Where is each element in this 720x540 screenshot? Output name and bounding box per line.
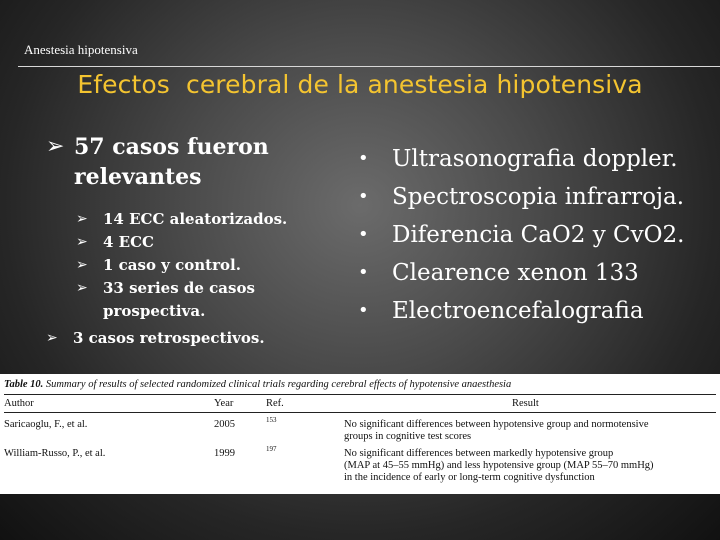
right-bullet-list [358,140,708,330]
table-cell-result-line: (MAP at 45–55 mmHg) and less hypotensive group (MAP 55–70 mmHg) [344,460,654,471]
arrow-bullet-icon: ➢ [76,280,88,296]
arrow-bullet-icon: ➢ [46,330,58,346]
right-bullet-item [358,140,708,178]
table-cell-ref: 153 [266,416,277,424]
sub-bullet-item [76,208,346,231]
table-cell-ref: 197 [266,445,277,453]
table-cell-result-line: No significant differences between hypotensive group and normotensive [344,419,649,430]
slide-title: Efectos cerebral de la anestesia hipotensiva [77,70,643,99]
right-bullet-text: Spectroscopia infrarroja. [392,184,685,210]
main-bullet-text: 57 casos fueron relevantes [74,134,269,190]
table-caption-text: Summary of results of selected randomized clinical trials regarding cerebral effects of hypotensive anaesthesia [45,379,512,390]
dot-bullet-icon: • [358,224,369,245]
right-bullet-text: Electroencefalografia [392,298,644,324]
header-label: Anestesia hipotensiva [24,42,138,57]
arrow-bullet-icon: ➢ [76,211,88,227]
sub-bullet-list [76,208,346,323]
results-table-image [0,374,720,494]
arrow-bullet-icon: ➢ [76,234,88,250]
sub-bullet-item [46,327,346,350]
table-caption [4,379,511,390]
table-cell-result-line: in the incidence of early or long-term cognitive dysfunction [344,472,595,483]
dot-bullet-icon: • [358,186,369,207]
header-divider [18,66,720,67]
table-header-ref: Ref. [266,398,284,409]
sub-bullet-item [76,254,346,277]
right-bullet-text: Ultrasonografia doppler. [392,146,678,172]
table-cell-author: Saricaoglu, F., et al. [4,419,88,430]
dot-bullet-icon: • [358,262,369,283]
right-bullet-item [358,254,708,292]
right-bullet-item [358,216,708,254]
dot-bullet-icon: • [358,148,369,169]
sub-bullet-text: 4 ECC [103,233,154,251]
sub-bullet-item [76,277,346,323]
arrow-bullet-icon: ➢ [76,257,88,273]
sub-bullet-text: 3 casos retrospectivos. [73,329,265,347]
table-header-rule [4,412,716,413]
table-caption-label: Table 10. [4,379,44,390]
dot-bullet-icon: • [358,300,369,321]
table-header-author: Author [4,398,34,409]
table-header-result: Result [512,398,539,409]
table-header-year: Year [214,398,234,409]
table-cell-author: William-Russo, P., et al. [4,448,106,459]
sub-bullet-item [76,231,346,254]
main-bullet [46,132,346,192]
left-bullet-list [46,132,346,350]
right-bullet-item [358,292,708,330]
table-cell-year: 1999 [214,448,235,459]
arrow-bullet-icon: ➢ [46,134,65,159]
right-bullet-text: Clearence xenon 133 [392,260,639,286]
table-cell-result-line: No significant differences between markedly hypotensive group [344,448,614,459]
sub-bullet-text: 14 ECC aleatorizados. [103,210,288,228]
right-bullet-item [358,178,708,216]
sub-bullet-text: 33 series de casos prospectiva. [103,279,255,320]
right-bullet-text: Diferencia CaO2 y CvO2. [392,222,685,248]
table-cell-year: 2005 [214,419,235,430]
table-top-rule [4,394,716,395]
sub-bullet-text: 1 caso y control. [103,256,241,274]
table-cell-result-line: groups in cognitive test scores [344,431,472,442]
